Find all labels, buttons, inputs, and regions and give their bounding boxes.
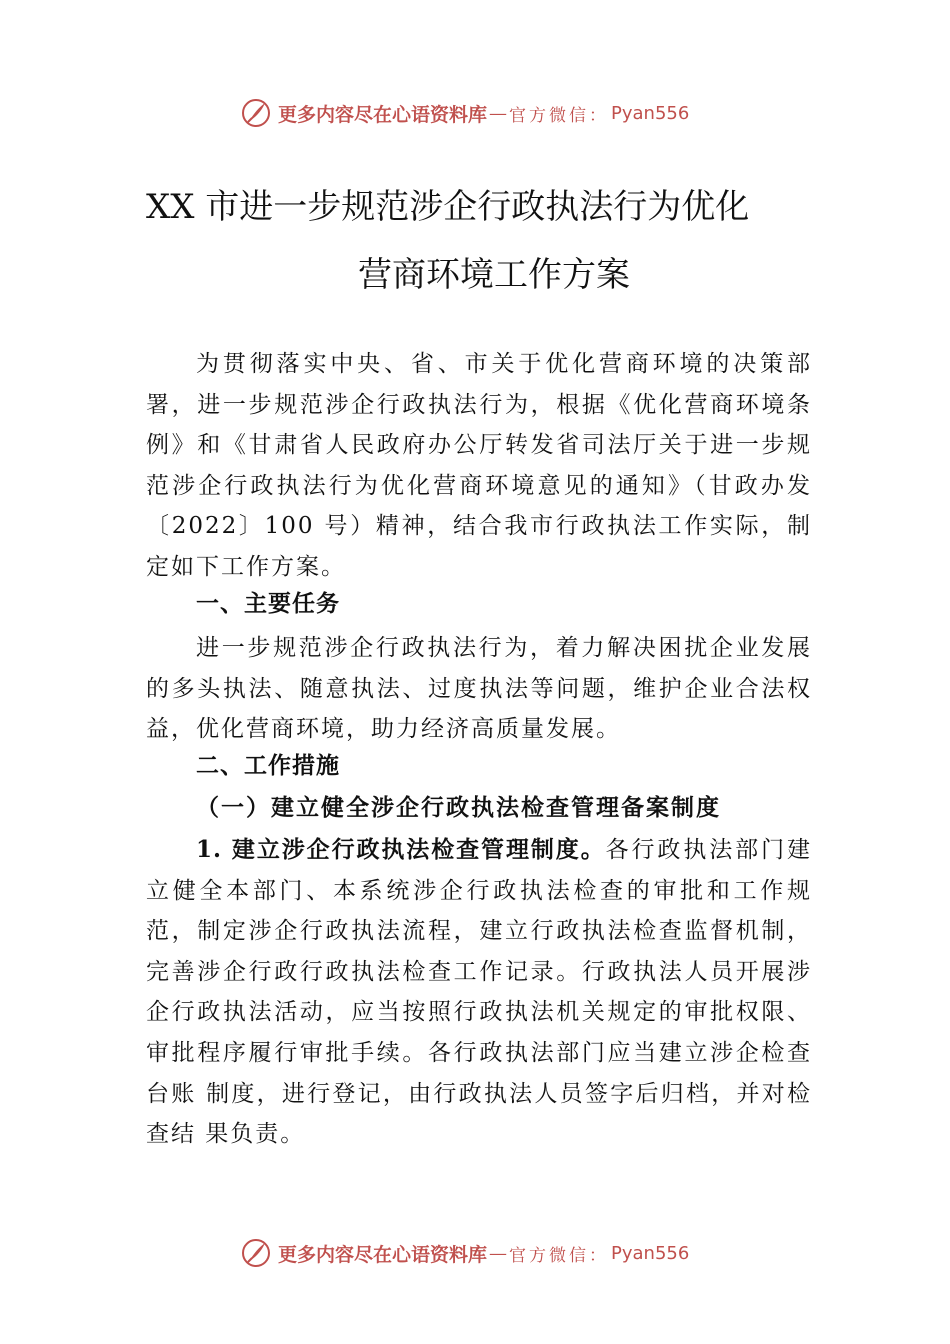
banner-slogan: 更多内容尽在心语资料库 xyxy=(278,1243,488,1266)
measure-paragraph xyxy=(146,830,812,1155)
banner-wechat-label: 官方微信： xyxy=(509,105,610,126)
header-banner xyxy=(240,96,689,130)
measure-lead-text: 1. 建立涉企行政执法检查管理制度。 xyxy=(196,836,606,863)
main-tasks-paragraph: 进一步规范涉企行政执法行为，着力解决困扰企业发展的多头执法、随意执法、过度执法等问题，维护企业合法权益，优化营商环境，助力经济高质量发展。 xyxy=(146,635,812,743)
document-title-line1: XX 市进一步规范涉企行政执法行为优化 xyxy=(146,187,750,227)
feather-pen-logo-icon xyxy=(240,97,272,129)
document-title-line2: 营商环境工作方案 xyxy=(358,255,630,295)
banner-dash: — xyxy=(489,1242,508,1264)
banner-wechat-id: Pyan556 xyxy=(611,102,690,124)
section-heading-work-measures: 二、工作措施 xyxy=(196,753,340,779)
banner-wechat-id: Pyan556 xyxy=(611,1242,690,1264)
section-heading-main-tasks: 一、主要任务 xyxy=(196,591,340,617)
feather-pen-logo-icon xyxy=(240,1237,272,1269)
banner-slogan: 更多内容尽在心语资料库 xyxy=(278,103,488,126)
intro-paragraph: 为贯彻落实中央、省、市关于优化营商环境的决策部署，进一步规范涉企行政执法行为，根据《优化营商环境条例》和《甘肃省人民政府办公厅转发省司法厅关于进一步规范涉企行政执法行为优化营商环境意见的通知》（甘政办发〔2022〕100 号）精神，结合我市行政执法工作实际，制定如下工作方案。 xyxy=(146,351,812,580)
measure-body-text: 各行政执法部门建立健全本部门、本系统涉企行政执法检查的审批和工作规范，制定涉企行政执法流程，建立行政执法检查监督机制，完善涉企行政行政执法检查工作记录。行政执法人员开展涉企行政执法活动，应当按照行政执法机关规定的审批权限、审批程序履行审批手续。各行政执法部门应当建立涉企检查台账 制度，进行登记，由行政执法人员签字后归档，并对检查结 果负责。 xyxy=(146,837,812,1148)
banner-wechat-label: 官方微信： xyxy=(509,1245,610,1266)
banner-dash: — xyxy=(489,102,508,124)
subsection-heading: （一）建立健全涉企行政执法检查管理备案制度 xyxy=(196,794,721,821)
footer-banner xyxy=(240,1236,689,1270)
